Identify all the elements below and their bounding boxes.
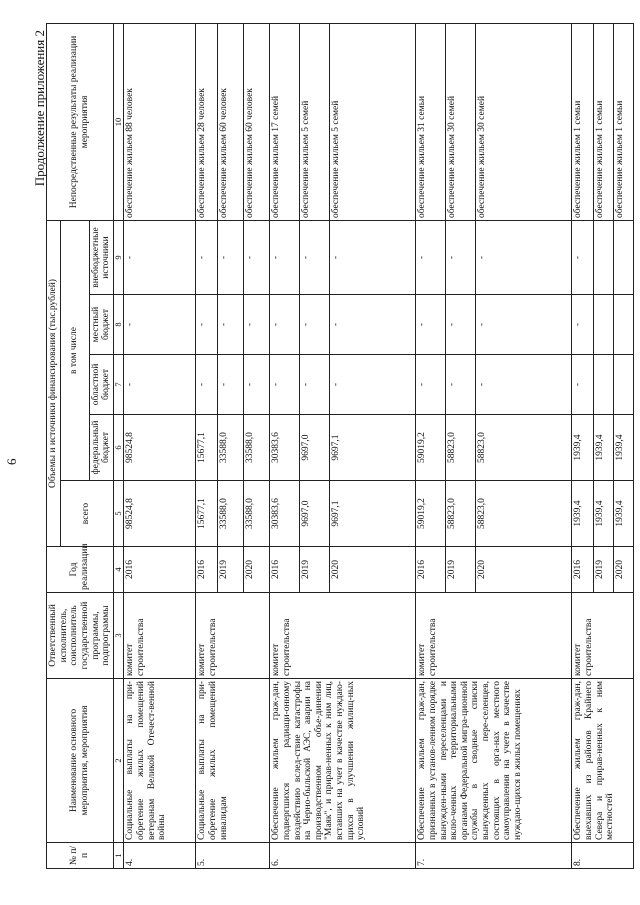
year-cell: 2020 [244,547,270,593]
federal-cell: 1939,4 [594,415,614,481]
header-local: местный бюджет [89,295,113,355]
regional-cell [594,355,614,415]
local-cell: - [124,295,196,355]
year-cell: 2020 [614,547,634,593]
extra-cell [614,220,634,294]
total-cell: 9697,1 [330,481,416,547]
year-cell: 2019 [594,547,614,593]
result-cell: обеспечение жильем 28 человек [196,23,218,220]
local-cell: - [218,295,244,355]
federal-cell: 9697,1 [330,415,416,481]
federal-cell: 15677,1 [196,415,218,481]
result-cell: обеспечение жильем 5 семей [300,23,330,220]
result-cell: обеспечение жильем 17 семей [270,23,300,220]
row-number: 5. [196,843,270,869]
col-index: 9 [113,220,124,294]
total-cell: 15677,1 [196,481,218,547]
year-cell: 2016 [572,547,594,593]
federal-cell: 9697,0 [300,415,330,481]
result-cell: обеспечение жильем 1 семьи [614,23,634,220]
total-cell: 9697,0 [300,481,330,547]
federal-cell: 98524,8 [124,415,196,481]
executor: комитет строительства [572,593,634,679]
regional-cell: - [416,355,446,415]
federal-cell: 1939,4 [572,415,594,481]
year-cell: 2019 [300,547,330,593]
extra-cell: - [124,220,196,294]
continuation-note: Продолжение приложения 2 [32,30,47,187]
extra-cell: - [572,220,594,294]
federal-cell: 59019,2 [416,415,446,481]
executor: комитет строительства [124,593,196,679]
total-cell: 33588,0 [218,481,244,547]
regional-cell: - [244,355,270,415]
local-cell: - [446,295,476,355]
total-cell: 30383,6 [270,481,300,547]
regional-cell: - [270,355,300,415]
header-funding: Объемы и источники финансирования (тыс.рублей) [47,220,61,546]
year-cell: 2020 [330,547,416,593]
regional-cell: - [300,355,330,415]
extra-cell: - [416,220,446,294]
funding-table [46,23,634,869]
regional-cell: - [572,355,594,415]
total-cell: 1939,4 [594,481,614,547]
result-cell: обеспечение жильем 60 человек [218,23,244,220]
extra-cell [594,220,614,294]
measure-name: Обеспечение жильем граж-дан, признанных в установ-ленном порядке вынужден-ными переселенцами и вклю-ченных территориальными органами Федеральной мигра-ционной службы в сводные списки вынужденных пере-селенцев, состоящих в орга-нах местного самоуправления на учете в качестве нуждаю-щихся в жилых помещениях [416,679,572,843]
extra-cell: - [270,220,300,294]
local-cell: - [244,295,270,355]
regional-cell: - [124,355,196,415]
extra-cell: - [330,220,416,294]
result-cell: обеспечение жильем 88 человек [124,23,196,220]
result-cell: обеспечение жильем 30 семей [476,23,572,220]
col-index: 2 [113,679,124,843]
executor: комитет строительства [416,593,572,679]
total-cell: 1939,4 [614,481,634,547]
year-cell: 2016 [416,547,446,593]
col-index: 7 [113,355,124,415]
result-cell: обеспечение жильем 1 семьи [594,23,614,220]
federal-cell: 1939,4 [614,415,634,481]
result-cell: обеспечение жильем 60 человек [244,23,270,220]
row-number: 7. [416,843,572,869]
regional-cell: - [218,355,244,415]
regional-cell [614,355,634,415]
extra-cell: - [196,220,218,294]
federal-cell: 33588,0 [218,415,244,481]
extra-cell: - [218,220,244,294]
local-cell: - [270,295,300,355]
header-executor: Ответственный исполнитель, соисполнитель государственной программы, подпрограммы [47,593,114,679]
result-cell: обеспечение жильем 1 семьи [572,23,594,220]
total-cell: 58823,0 [476,481,572,547]
header-extra: внебюджетные источники [89,220,113,294]
local-cell [614,295,634,355]
measure-name: Обеспечение жильем граж-дан, подвергшихся радиаци-онному воздействию вслед-ствие катастрофы на Черно-быльской АЭС, аварии на производственном объе-динении "Маяк", и прирав-ненных к ним лиц, вставших на учет в качестве нуждаю-щихся в улучшении жилищ-ных условий [270,679,416,843]
measure-name: Социальные выплаты на при-обретение жилых помещений инвалидам [196,679,270,843]
year-cell: 2020 [476,547,572,593]
total-cell: 33588,0 [244,481,270,547]
total-cell: 59019,2 [416,481,446,547]
local-cell: - [572,295,594,355]
header-num: № п/п [47,843,114,869]
header-regional: областной бюджет [89,355,113,415]
table-body [124,23,634,868]
federal-cell: 33588,0 [244,415,270,481]
local-cell [594,295,614,355]
col-index: 3 [113,593,124,679]
col-index: 1 [113,843,124,869]
total-cell: 1939,4 [572,481,594,547]
local-cell: - [300,295,330,355]
result-cell: обеспечение жильем 30 семей [446,23,476,220]
header-including: в том числе [60,220,89,480]
local-cell: - [330,295,416,355]
federal-cell: 58823,0 [446,415,476,481]
header-name: Наименование основного мероприятия, мероприятия [47,679,114,843]
total-cell: 58823,0 [446,481,476,547]
table-row [270,23,300,868]
local-cell: - [416,295,446,355]
row-number: 6. [270,843,416,869]
federal-cell: 30383,6 [270,415,300,481]
header-federal: федеральный бюджет [89,415,113,481]
year-cell: 2016 [124,547,196,593]
federal-cell: 58823,0 [476,415,572,481]
regional-cell: - [196,355,218,415]
col-index: 10 [113,23,124,220]
executor: комитет строительства [196,593,270,679]
regional-cell: - [330,355,416,415]
result-cell: обеспечение жильем 5 семей [330,23,416,220]
executor: комитет строительства [270,593,416,679]
total-cell: 98524,8 [124,481,196,547]
header-year: Год реализации [47,547,114,593]
year-cell: 2016 [196,547,218,593]
table-row [416,23,446,868]
local-cell: - [476,295,572,355]
col-index: 5 [113,481,124,547]
table-row [196,23,218,868]
extra-cell: - [300,220,330,294]
row-number: 8. [572,843,634,869]
measure-name: Обеспечение жильем граж-дан, выехавших из районов Крайнего Севера и прирав-ненных к ним местностей [572,679,634,843]
regional-cell: - [476,355,572,415]
local-cell: - [196,295,218,355]
row-number: 4. [124,843,196,869]
table-row [572,23,594,868]
measure-name: Социальные выплаты на при-обретение жилых помещений ветеранам Великой Отечест-венной войны [124,679,196,843]
page-number: 6 [4,458,19,465]
year-cell: 2019 [446,547,476,593]
result-cell: обеспечение жильем 31 семьи [416,23,446,220]
header-result: Непосредственные результаты реализации мероприятия [47,23,114,220]
regional-cell: - [446,355,476,415]
year-cell: 2016 [270,547,300,593]
header-total: всего [60,481,113,547]
col-index: 6 [113,415,124,481]
extra-cell: - [244,220,270,294]
table-row [124,23,196,868]
year-cell: 2019 [218,547,244,593]
extra-cell: - [476,220,572,294]
col-index: 8 [113,295,124,355]
extra-cell: - [446,220,476,294]
col-index: 4 [113,547,124,593]
column-index-row [113,23,124,868]
